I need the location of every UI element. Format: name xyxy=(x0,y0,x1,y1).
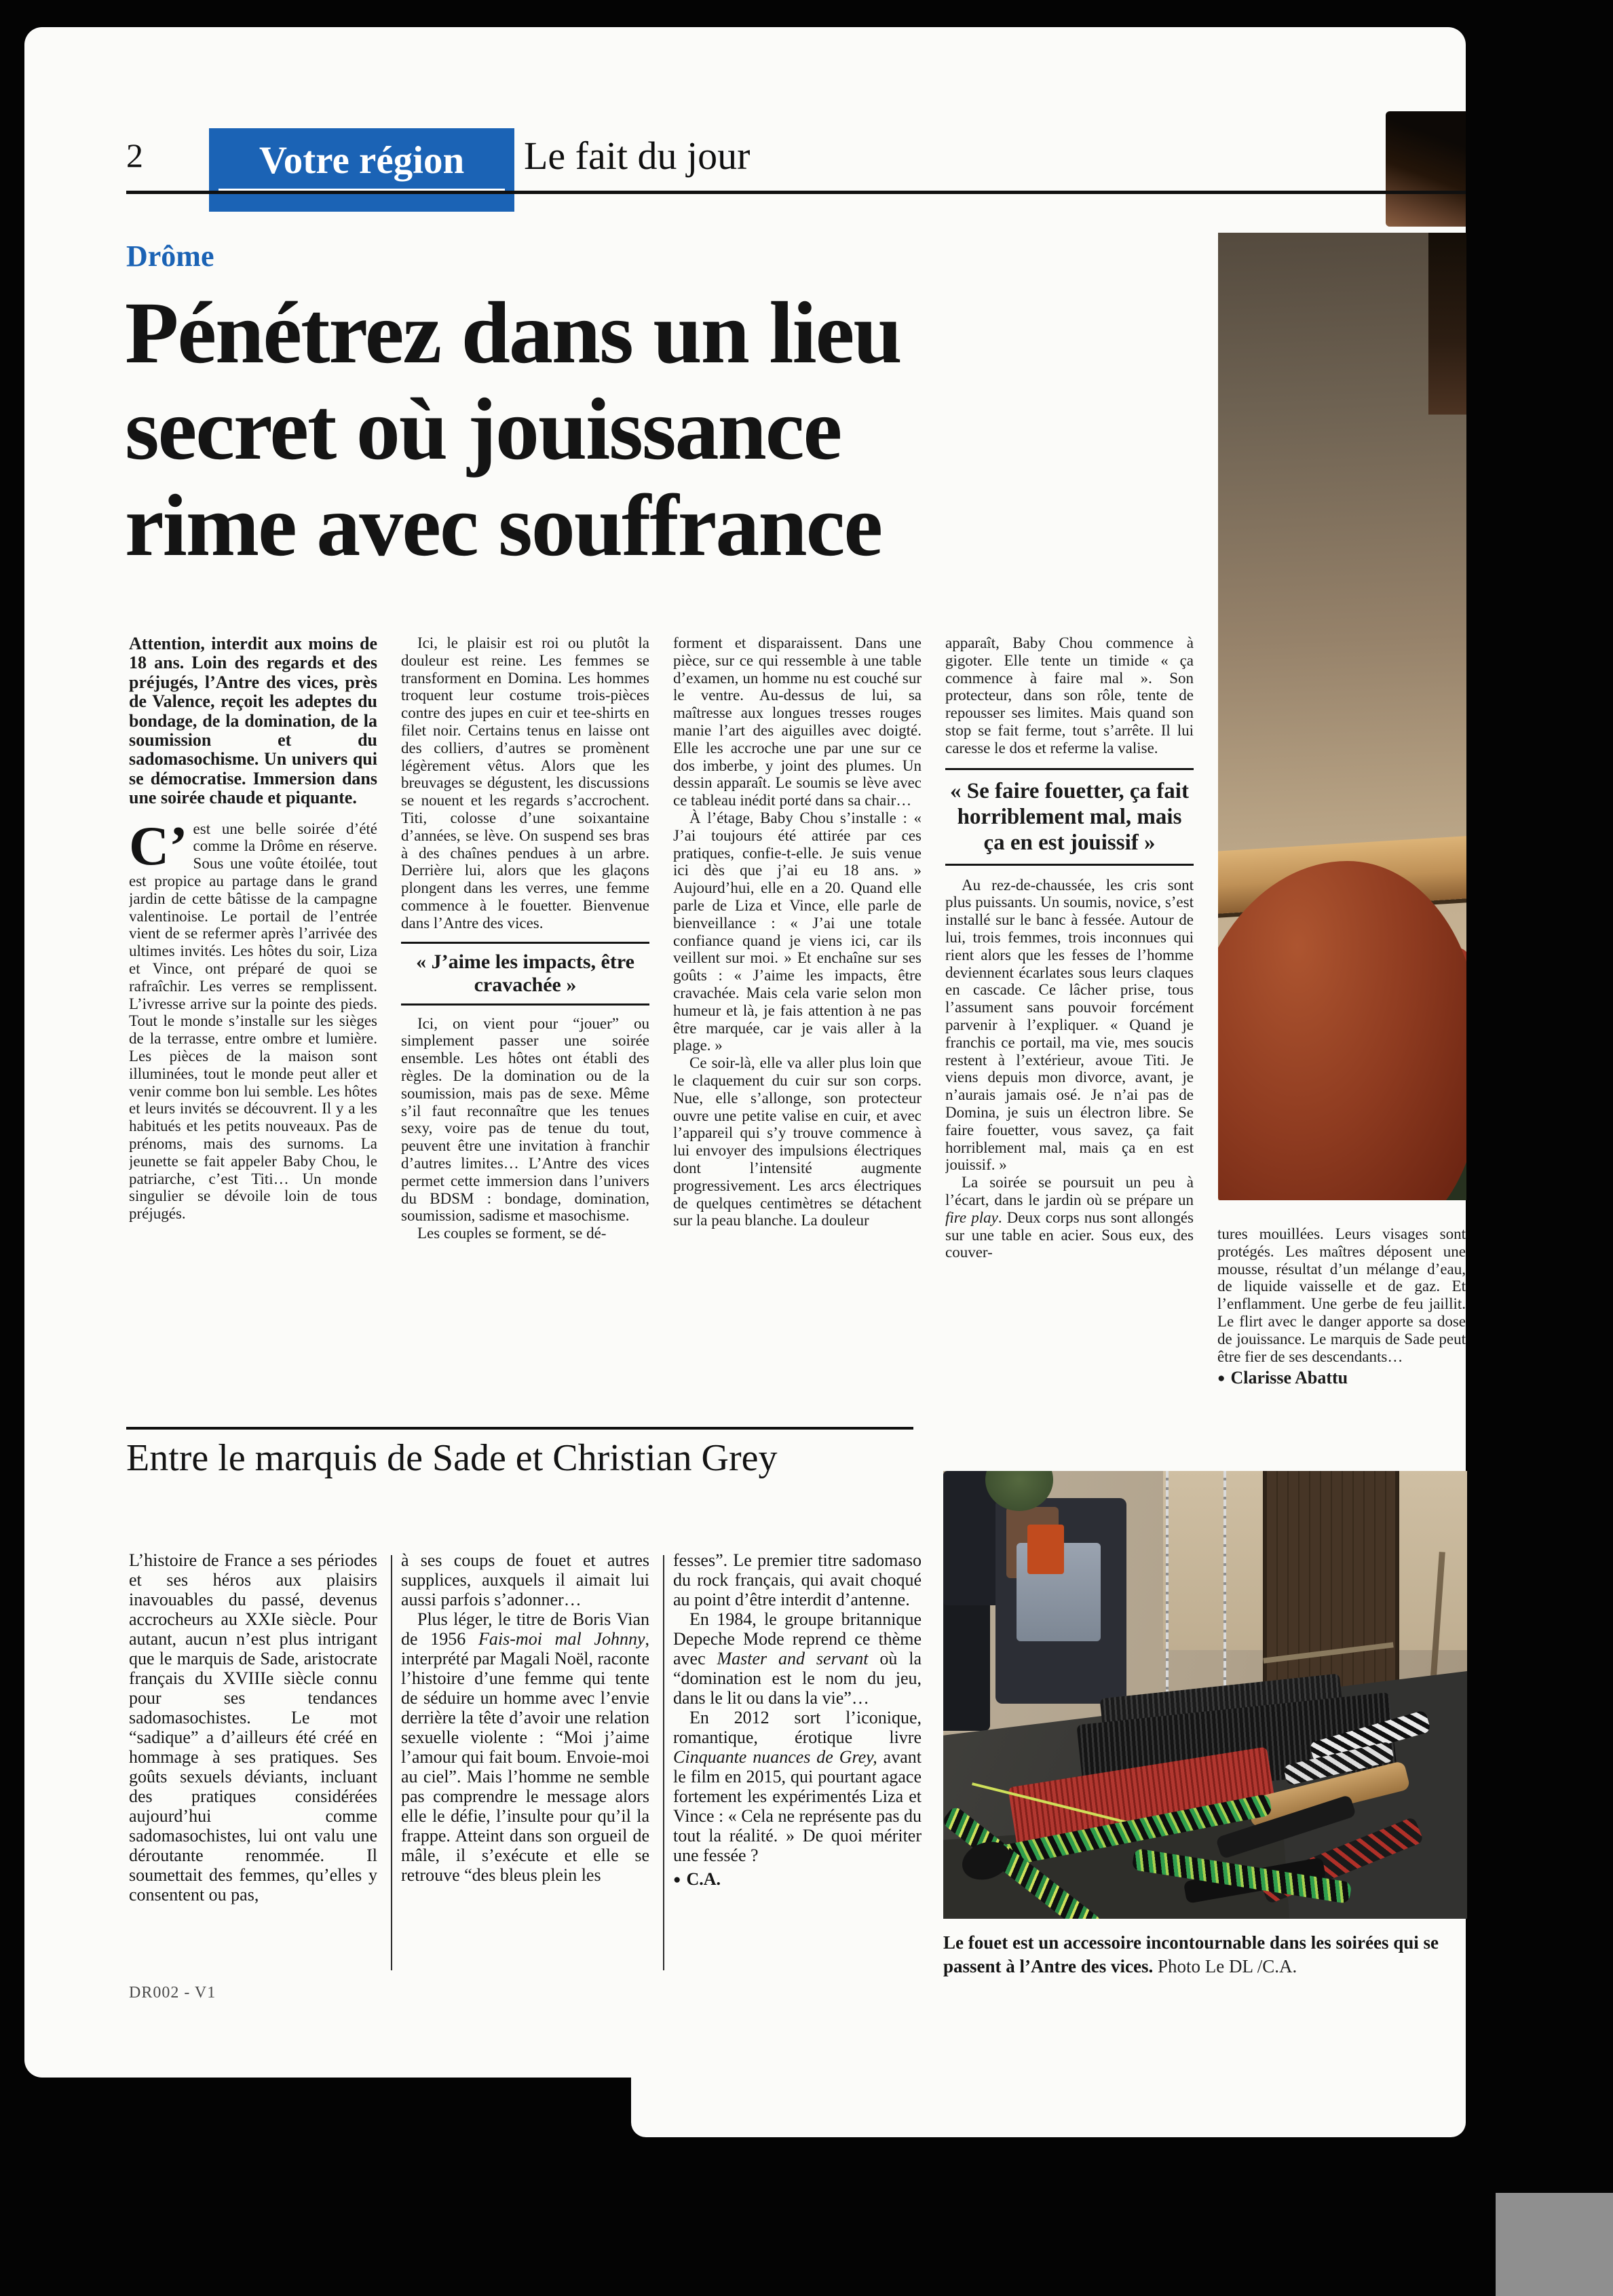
paragraph: Les couples se forment, se dé- xyxy=(417,1225,607,1242)
photo-red-leather-mound xyxy=(1218,861,1466,1200)
body-column-1 xyxy=(129,634,377,1421)
subhead-quote: « J’aime les impacts, être cravachée » xyxy=(401,942,649,1006)
italic-title: Cinquante nuances de Grey, xyxy=(673,1747,877,1767)
photo-dark-stool xyxy=(943,1596,990,1731)
lead-paragraph: Attention, interdit aux moins de 18 ans. Loin des regards et des préjugés, l’Antre des vices, près de Valence, reçoit les adeptes du bondage, de la domination, de la soumission et du sadomasochisme. Un univers qui se démocratise. Immersion dans une soirée chaude et piquante. xyxy=(129,634,377,808)
body-column-3 xyxy=(673,634,922,1421)
body-column-4 xyxy=(945,634,1194,1421)
paragraph: apparaît, Baby Chou commence à gigoter. Elle tente un timide « ça commence à faire mal ». Son protecteur, dans son rôle, tente de repousser ses limites. Mais quand son stop se fait ferme, tout s’arrête. Il lui caresse le dos et referme la valise. xyxy=(945,634,1194,757)
second-article-column-3 xyxy=(673,1550,922,1974)
drop-cap: C’ xyxy=(129,814,188,877)
paragraph-text: En 2012 sort l’iconique, romantique, érotique livre xyxy=(673,1708,922,1747)
body-column-5 xyxy=(1217,1225,1466,1463)
paragraph xyxy=(673,1708,922,1865)
caption-credit: Photo Le DL /C.A. xyxy=(1157,1956,1297,1976)
paragraph-text: , interprété par Magali Noël, raconte l’histoire d’une femme qui tente de séduire un homme avec l’envie derrière la tête d’avoir une relation sexuelle violente : “Moi j’aime l’amour qui fait boum. Envoie-moi au ciel”. Mais l’homme ne semble pas comprendre le message alors elle le défie, l’insulte pour qu’il la frappe. Atteint dans son orgueil de mâle, il s’exécute et elle se retrouve “des bleus plein les xyxy=(401,1629,649,1885)
bullet-icon: ● xyxy=(1217,1371,1226,1386)
pull-quote: « Se faire fouetter, ça fait horriblement mal, mais ça en est jouissif » xyxy=(945,768,1194,866)
section-badge-label: Votre région xyxy=(259,139,465,182)
article-kicker: Drôme xyxy=(126,240,214,273)
paragraph-text: où la “domination est le nom du jeu, dans le lit ou dans la vie”… xyxy=(673,1649,922,1708)
photo-dark-object xyxy=(1428,233,1466,415)
headline-line-3: rime avec souffrance xyxy=(125,477,882,575)
photo-floggers xyxy=(943,1471,1467,1919)
paragraph-text: Plus léger, le titre de Boris Vian de 1956 xyxy=(401,1609,649,1649)
paragraph-text: La soirée se poursuit un peu à l’écart, dans le jardin où se prépare un xyxy=(945,1174,1194,1208)
second-article-column-2 xyxy=(401,1550,649,1974)
second-article-column-1 xyxy=(129,1550,377,1974)
header-rule xyxy=(126,191,1466,194)
paragraph-text: . Deux corps nus sont allongés sur une table en acier. Sous eux, des couver- xyxy=(945,1208,1194,1261)
edition-code: DR002 - V1 xyxy=(129,1984,216,2002)
paragraph: Ce soir-là, elle va aller plus loin que le claquement du cuir sur son corps. Nue, elle s’allonge, son protecteur ouvre une petite valise en cuir, et avec l’appareil qui s’y trouve commence à lui envoyer des impulsions électriques dont l’intensité augmente progressivement. Les arcs électriques de quelques centimètres se détachent sur la peau blanche. La douleur xyxy=(673,1054,922,1229)
scan-corner-artifact xyxy=(1496,2193,1613,2296)
italic-title: Master and servant xyxy=(717,1649,869,1668)
paragraph: forment et disparaissent. Dans une pièce, sur ce qui ressemble à une table d’examen, un homme nu est couché sur le ventre. Au-dessus de lui, sa maîtresse aux longues tresses rouges manie l’art des aiguilles avec doigté. Elle les accroche une par une sur ce dos imberbe, y joint des plumes. Un dessin apparaît. Le soumis se lève avec ce tableau inédit porté dans sa chair… xyxy=(673,634,922,809)
photo-red-leather-bench xyxy=(1218,233,1466,1200)
column-separator xyxy=(391,1555,392,1970)
paragraph-text: est une belle soirée d’été comme la Drôme en réserve. Sous une voûte étoilée, tout est propice au partage dans le grand jardin de cette bâtisse de la campagne valentinoise. Le portail de l’entrée vient de se refermer après l’arrivée des ultimes invités. Les hôtes du soir, Liza et Vince, ont préparé de quoi se rafraîchir. Les verres se remplissent. L’ivresse arrive sur la pointe des pieds. Tout le monde s’installe sur les sièges de la terrasse, entre ombre et lumière. Les pièces de la maison sont illuminées, tout le monde peut aller et venir comme bon lui semble. Les hôtes et leurs invités se découvrent. Il y a les habitués et les petits nouveaux. Pas de prénoms, mais des surnoms. La jeunette se fait appeler Baby Chou, le patriarche, c’est Titi… Un monde singulier se dévoile loin de tous préjugés. xyxy=(129,820,377,1223)
paragraph xyxy=(945,1174,1194,1261)
paragraph: À l’étage, Baby Chou s’installe : « J’ai toujours été attirée par ces pratiques, confie-t-elle. Je suis venue ici dès que j’ai eu 18 ans. » Aujourd’hui, elle en a 20. Quand elle parle de Liza et Vince, elle parle de bienveillance : « J’ai une totale confiance quand je viens ici, car ils veillent sur moi. » Et enchaîne sur ses goûts : « J’aime les impacts, être cravachée. Mais cela varie selon mon humeur et là, je fais attention à ne pas être marquée, car je vais aller à la plage. » xyxy=(673,809,922,1054)
page-number: 2 xyxy=(126,136,143,174)
headline-line-1: Pénétrez dans un lieu xyxy=(125,284,901,382)
italic-term: fire play xyxy=(945,1208,998,1226)
photo-orange-pillow xyxy=(1027,1525,1064,1574)
paragraph: L’histoire de France a ses périodes et ses héros aux plaisirs inavouables du passé, devenus accrocheurs au XXIe siècle. Pour autant, aucun n’est plus intrigant que le marquis de Sade, aristocrate français du XVIIIe siècle connu pour ses tendances sadomasochistes. Le mot “sadique” a d’ailleurs été créé en hommage à ses pratiques. Ses goûts sexuels déviants, incluant des pratiques considérées aujourd’hui comme sadomasochistes, lui ont valu une déroutante renommée. Il soumettait des femmes, qu’elles y consentent ou pas, xyxy=(129,1550,377,1905)
paragraph xyxy=(129,814,377,1223)
body-column-2 xyxy=(401,634,649,1421)
paragraph: fesses”. Le premier titre sadomaso du rock français, qui avait choqué au point d’être interdit d’antenne. xyxy=(673,1550,922,1609)
column-separator xyxy=(663,1555,664,1970)
paragraph-text: avant le film en 2015, qui pourtant agace fortement les expérimentés Liza et Vince : « Cela ne représente pas du tout la réalité. » De quoi mériter une fessée ? xyxy=(673,1747,922,1865)
section-title: Le fait du jour xyxy=(524,134,751,178)
paragraph: Ici, on vient pour “jouer” ou simplement passer une soirée ensemble. Les hôtes ont établi des règles. De la domination ou de la soumission, mais pas de sexe. Même s’il faut reconnaître que les tenues sexy, voire pas de tenue du tout, peuvent être une invitation à franchir d’autres limites… L’Antre des vices permet cette immersion dans l’univers du BDSM : bondage, domination, soumission, sadisme et masochisme. xyxy=(401,1014,649,1225)
second-article-rule xyxy=(126,1427,913,1430)
paragraph xyxy=(673,1609,922,1708)
caption-text: Le fouet est un accessoire incontournable dans les soirées qui se passent à l’Antre des vices. xyxy=(943,1932,1439,1976)
photo-chain xyxy=(1223,1471,1226,1704)
byline-name: C.A. xyxy=(686,1869,721,1889)
main-headline xyxy=(125,285,1197,574)
headline-line-2: secret où jouissance xyxy=(125,381,841,478)
adjacent-page-photo-fragment xyxy=(1386,111,1466,227)
byline xyxy=(1217,1369,1466,1388)
byline-name: Clarisse Abattu xyxy=(1230,1368,1348,1388)
page-bottom-tab xyxy=(631,2035,1466,2137)
section-badge xyxy=(209,128,514,212)
paragraph xyxy=(401,1609,649,1885)
italic-title: Fais-moi mal Johnny xyxy=(478,1629,645,1649)
paragraph: Ici, le plaisir est roi ou plutôt la douleur est reine. Les femmes se transforment en Domina. Les hommes troquent leur costume trois-pièces contre des jupes en cuir et tee-shirts en filet noir. Certains tenus en laisse ont des colliers, d’autres se promènent légèrement vêtus. Alors que les breuvages se dégustent, les discussions se nouent et les regards s’accrochent. Titi, colosse d’une soixantaine d’années, se lève. On suspend ses bras à des chaînes pendues à un arbre. Derrière lui, alors que les glaçons plongent dans les verres, une femme commence à le fouetter. Bienvenue dans l’Antre des vices. xyxy=(401,634,649,932)
paragraph: à ses coups de fouet et autres supplices, auxquels il aimait lui aussi parfois s’adonner… xyxy=(401,1550,649,1609)
paragraph-text: En 1984, le groupe britannique Depeche Mode reprend ce thème avec xyxy=(673,1609,922,1668)
paragraph: Au rez-de-chaussée, les cris sont plus puissants. Un soumis, novice, s’est installé sur le banc à fessée. Autour de lui, trois femmes, trois inconnues qui rient alors que les fesses de l’homme deviennent écarlates sous leurs claques en cascade. Ce lâcher prise, tous l’assument sans pouvoir forcément parvenir à l’expliquer. « Quand je franchis ce portail, ma vie, mes soucis restent à l’extérieur, avoue Titi. Je viens depuis mon divorce, avant, je n’aurais jamais osé. Je n’ai pas de Domina, je suis un électron libre. Se faire fouetter, vous savez, ça fait horriblement mal, mais ça en est jouissif. » xyxy=(945,876,1194,1174)
bullet-icon: ● xyxy=(673,1873,681,1887)
paragraph: tures mouillées. Leurs visages sont protégés. Les maîtres déposent une mousse, résultat d’un mélange d’eau, de liquide vaisselle et de gaz. Et l’enflamment. Une gerbe de feu jaillit. Le flirt avec le danger apporte sa dose de jouissance. Le marquis de Sade peut être fier de ses descendants… xyxy=(1217,1225,1466,1365)
photo-caption xyxy=(943,1931,1468,1978)
second-article-headline: Entre le marquis de Sade et Christian Grey xyxy=(126,1437,778,1479)
byline xyxy=(673,1869,922,1890)
